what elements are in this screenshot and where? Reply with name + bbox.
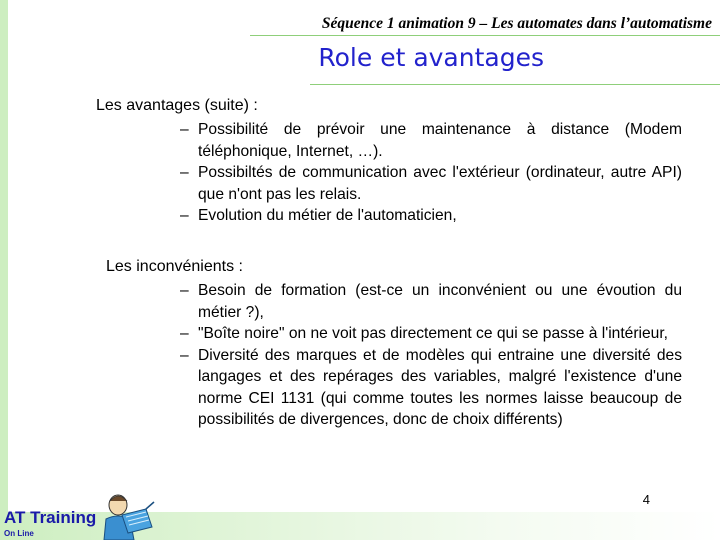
advantage-text: Evolution du métier de l'automaticien, [198,207,457,224]
disadvantage-text: Besoin de formation (est-ce un inconvénient ou une évoution du métier ?), [198,282,682,321]
disadvantages-heading: Les inconvénients : [106,258,243,275]
bullet-marker: – [180,121,189,138]
list-item [180,119,682,162]
bullet-marker: – [180,325,189,342]
list-item [180,280,682,323]
logo-tagline: On Line [4,529,34,538]
list-item [180,205,682,227]
slide-title: Role et avantages [318,43,544,72]
bullet-marker: – [180,282,189,299]
list-item [180,162,682,205]
disadvantage-text: Diversité des marques et de modèles qui entraine une diversité des langages et des repérages des variables, malgré l'existence d'une norme CEI 1131 (qui comme toutes les normes laisse beaucoup de possibilités de divergences, donc de choix différents) [198,346,682,428]
bullet-marker: – [180,164,189,181]
advantage-text: Possibilité de prévoir une maintenance à distance (Modem téléphonique, Internet, …). [198,121,682,160]
bullet-marker: – [180,207,189,224]
left-accent-bar [0,0,8,540]
list-item [180,345,682,431]
disadvantage-text: "Boîte noire" on ne voit pas directement ce qui se passe à l'intérieur, [198,325,668,342]
advantage-text: Possibiltés de communication avec l'extérieur (ordinateur, autre API) que n'ont pas les relais. [198,164,682,203]
advantages-heading: Les avantages (suite) : [96,97,258,114]
page-number: 4 [642,492,650,507]
title-divider [310,84,720,85]
logo-name: AT Training [4,508,97,527]
advantages-list [180,119,682,227]
sequence-title: Séquence 1 animation 9 – Les automates dans l’automatisme [321,15,712,32]
bullet-marker: – [180,346,189,364]
header-divider [250,35,720,36]
disadvantages-list [180,280,682,431]
reading-man-icon [96,493,156,540]
list-item [180,323,682,345]
